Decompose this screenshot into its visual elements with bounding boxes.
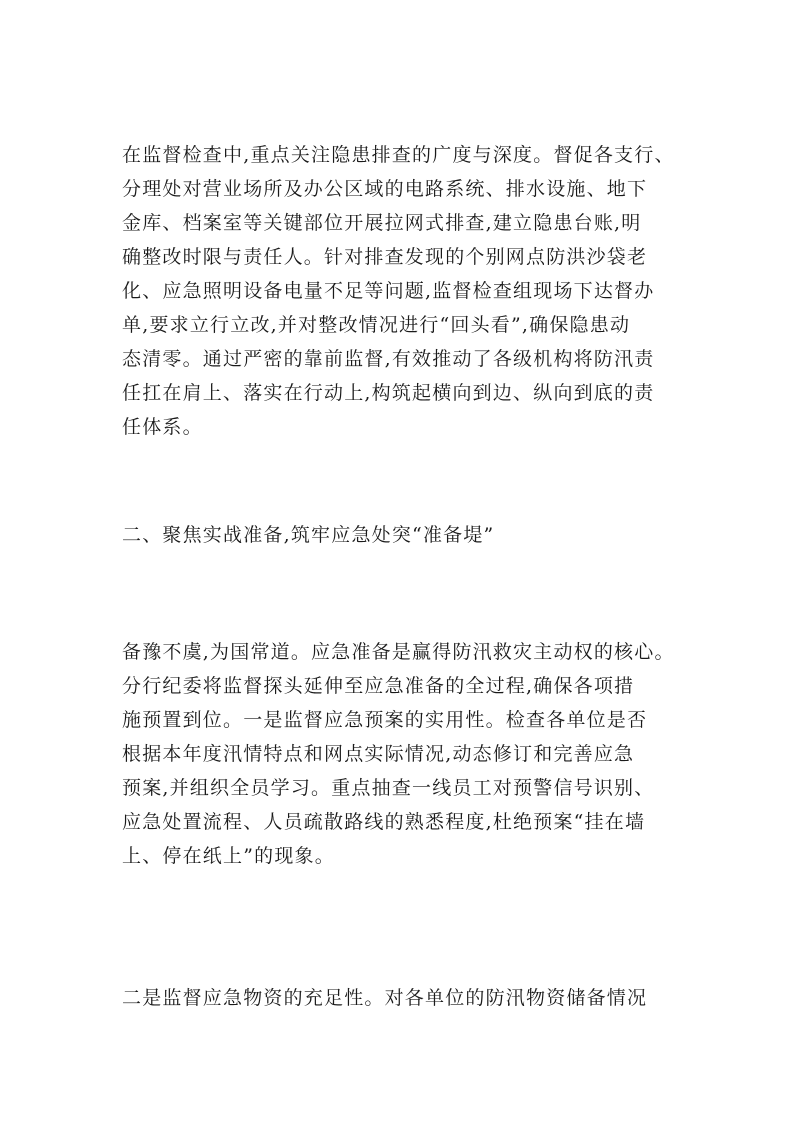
paragraph-1-line: 分理处对营业场所及办公区域的电路系统、排水设施、地下 [122,178,648,200]
section-heading-text: 二、聚焦实战准备,筑牢应急处突“准备堤” [122,524,495,546]
section-heading-2 [122,518,682,552]
paragraph-1 [122,138,682,444]
paragraph-2-line: 应急处置流程、人员疏散路线的熟悉程度,杜绝预案“挂在墙 [122,811,646,833]
paragraph-1-line: 单,要求立行立改,并对整改情况进行“回头看”,确保隐患动 [122,314,631,336]
paragraph-2-line: 分行纪委将监督探头延伸至应急准备的全过程,确保各项措 [122,675,635,697]
paragraph-3-line: 二是监督应急物资的充足性。对各单位的防汛物资储备情况 [122,987,648,1009]
paragraph-1-line: 确整改时限与责任人。针对排查发现的个别网点防洪沙袋老 [122,246,648,268]
paragraph-1-line: 金库、档案室等关键部位开展拉网式排查,建立隐患台账,明 [122,212,642,234]
paragraph-2-line: 上、停在纸上”的现象。 [122,845,335,867]
paragraph-2-line: 预案,并组织全员学习。重点抽查一线员工对预警信号识别、 [122,777,655,799]
paragraph-1-line: 态清零。通过严密的靠前监督,有效推动了各级机构将防汛责 [122,348,655,370]
paragraph-2-line: 施预置到位。一是监督应急预案的实用性。检查各单位是否 [122,709,648,731]
paragraph-1-line: 在监督检查中,重点关注隐患排查的广度与深度。督促各支行、 [122,144,675,166]
paragraph-1-line: 任体系。 [122,416,203,438]
paragraph-2-line: 备豫不虞,为国常道。应急准备是赢得防汛救灾主动权的核心。 [122,641,675,663]
paragraph-1-line: 化、应急照明设备电量不足等问题,监督检查组现场下达督办 [122,280,655,302]
paragraph-2-line: 根据本年度汛情特点和网点实际情况,动态修订和完善应急 [122,743,635,765]
paragraph-2 [122,635,682,873]
paragraph-1-line: 任扛在肩上、落实在行动上,构筑起横向到边、纵向到底的责 [122,382,655,404]
paragraph-3 [122,981,682,1015]
